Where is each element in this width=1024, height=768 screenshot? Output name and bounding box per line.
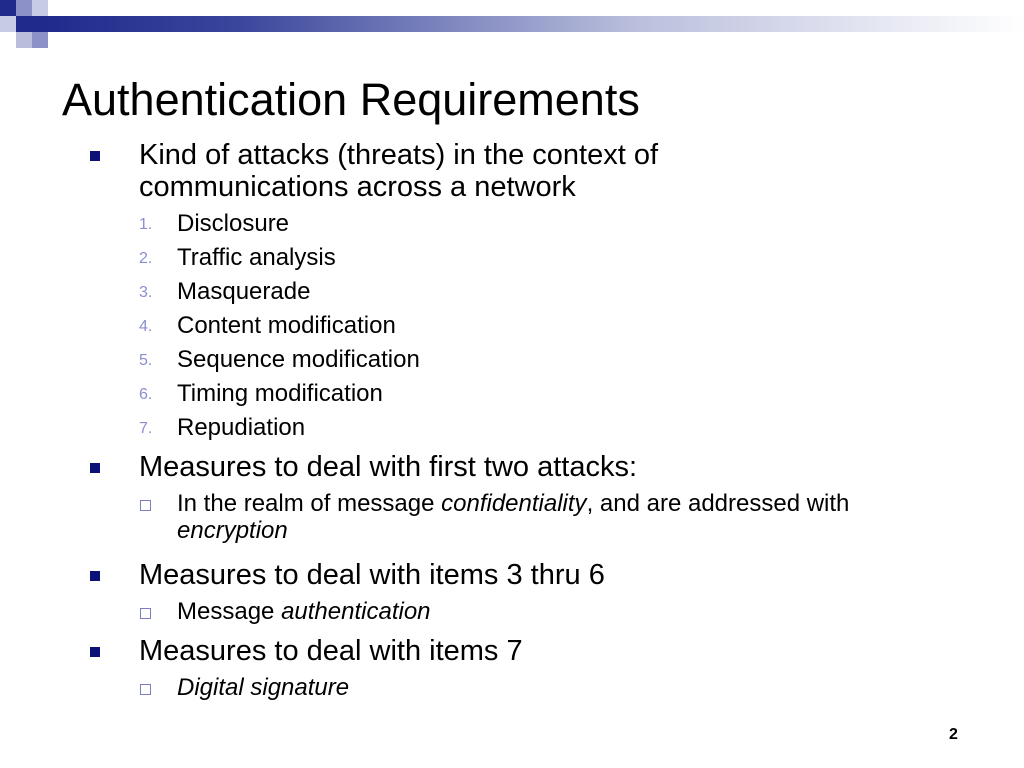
slide-number: 2 (949, 726, 958, 743)
decor-square (0, 16, 16, 32)
bullet-square-icon (90, 463, 100, 473)
bullet-square-icon (90, 151, 100, 161)
list-item: Traffic analysis (177, 244, 336, 271)
bullet-square-icon (90, 571, 100, 581)
sub-text-plain: , and are addressed with (586, 490, 850, 517)
bullet-text: Kind of attacks (threats) in the context of (139, 139, 659, 171)
decor-square (32, 32, 48, 48)
sub-bullet-text (177, 598, 431, 626)
sub-text-plain: Message (177, 598, 282, 625)
list-number: 6. (139, 386, 153, 403)
list-item: Disclosure (177, 210, 290, 237)
bullet-text-continued: communications across a network (139, 171, 576, 203)
decor-square (16, 16, 42, 32)
sub-text-italic: encryption (177, 517, 288, 544)
slide-title: Authentication Requirements (62, 74, 640, 125)
list-item: Content modification (177, 312, 396, 339)
sub-text-italic: authentication (281, 598, 431, 625)
bullet-text: Measures to deal with items 3 thru 6 (139, 559, 605, 591)
list-number: 4. (139, 318, 153, 335)
list-number: 5. (139, 352, 153, 369)
decor-square (32, 0, 48, 16)
decor-square (0, 0, 16, 16)
header-gradient-bar (42, 16, 1024, 32)
bullet-square-icon (90, 647, 100, 657)
decor-square (16, 32, 32, 48)
sub-text-italic: Digital signature (177, 674, 350, 701)
hollow-square-icon (140, 500, 151, 511)
list-item: Sequence modification (177, 346, 420, 373)
list-item: Repudiation (177, 414, 306, 441)
decor-square (16, 0, 32, 16)
bullet-text: Measures to deal with first two attacks: (139, 451, 638, 483)
list-number: 1. (139, 216, 153, 233)
header-decoration (0, 0, 1024, 50)
sub-text-plain: In the realm of message (177, 490, 442, 517)
hollow-square-icon (140, 608, 151, 619)
list-number: 7. (139, 420, 153, 437)
list-number: 2. (139, 250, 153, 267)
hollow-square-icon (140, 684, 151, 695)
sub-text-italic: confidentiality (441, 490, 587, 517)
sub-bullet-text-continued (177, 517, 288, 545)
list-number: 3. (139, 284, 153, 301)
list-item: Timing modification (177, 380, 383, 407)
sub-bullet-text (177, 674, 349, 702)
list-item: Masquerade (177, 278, 311, 305)
sub-bullet-text (177, 490, 849, 518)
bullet-text: Measures to deal with items 7 (139, 635, 523, 667)
